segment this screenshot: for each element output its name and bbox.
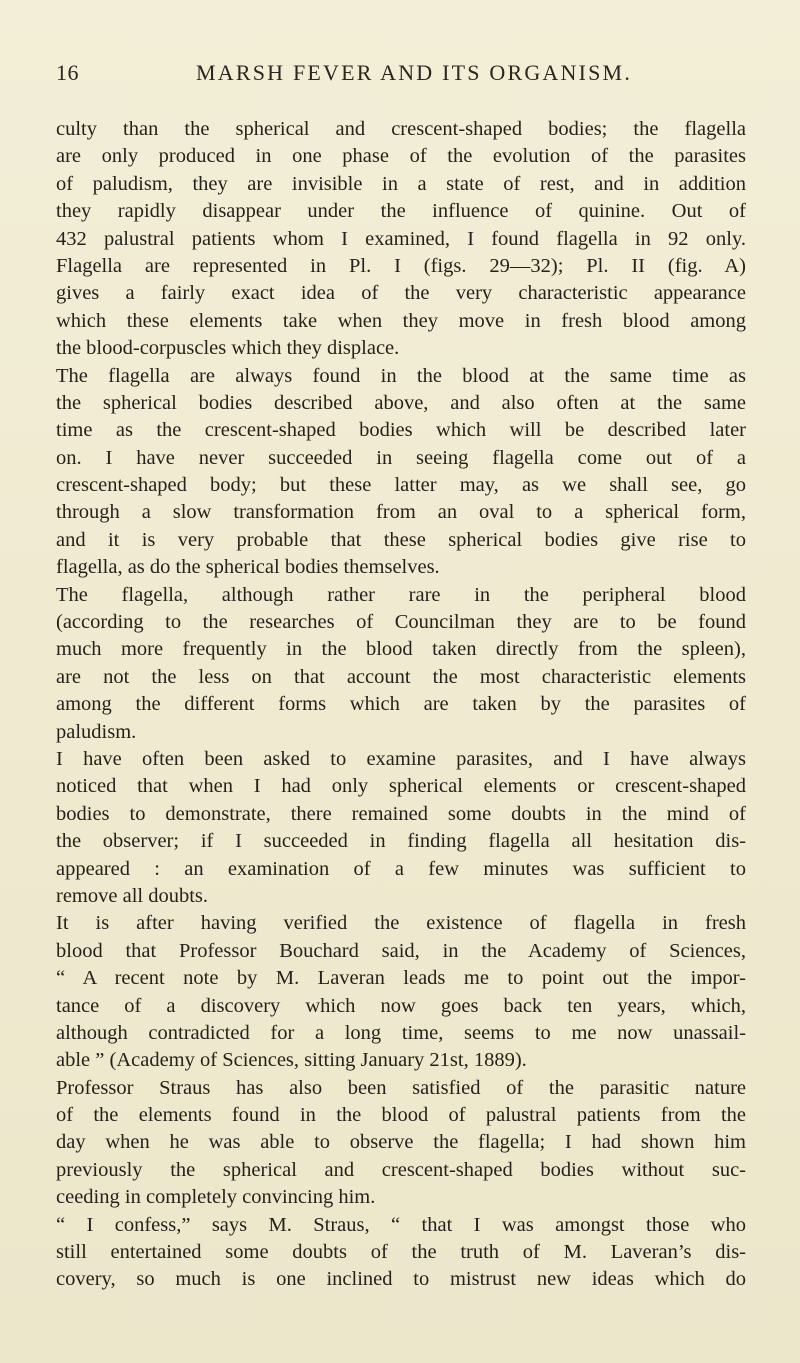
text-line: gives a fairly exact idea of the very characteristic appearance — [56, 282, 746, 305]
text-line: able ” (Academy of Sciences, sitting January 21st, 1889). — [56, 1049, 527, 1072]
text-line: culty than the spherical and crescent-shaped bodies; the flagella — [56, 118, 746, 140]
text-line: of the elements found in the blood of palustral patients from the — [56, 1104, 746, 1127]
text-line: The flagella, although rather rare in the peripheral blood — [56, 583, 746, 606]
text-line: still entertained some doubts of the truth of M. Laveran’s dis- — [56, 1241, 746, 1264]
text-line: I have often been asked to examine parasites, and I have always — [56, 747, 746, 770]
text-line: they rapidly disappear under the influence of quinine. Out of — [56, 200, 746, 223]
page-number: 16 — [56, 60, 79, 85]
text-line: remove all doubts. — [56, 884, 209, 907]
text-line: bodies to demonstrate, there remained some doubts in the mind of — [56, 802, 746, 825]
text-line: “ I confess,” says M. Straus, “ that I was amongst those who — [56, 1213, 746, 1236]
page-header — [56, 60, 800, 88]
text-line: the observer; if I succeeded in finding flagella all hesitation dis- — [56, 830, 746, 853]
text-line: (according to the researches of Councilman they are to be found — [56, 611, 746, 634]
text-line: day when he was able to observe the flagella; I had shown him — [56, 1131, 746, 1154]
text-line: Professor Straus has also been satisfied of the parasitic nature — [56, 1076, 746, 1099]
text-line: although contradicted for a long time, seems to me now unassail- — [56, 1021, 746, 1044]
text-line: the spherical bodies described above, and also often at the same — [56, 391, 746, 414]
text-line: through a slow transformation from an oval to a spherical form, — [56, 501, 746, 524]
text-line: blood that Professor Bouchard said, in the Academy of Sciences, — [56, 939, 746, 962]
text-line: tance of a discovery which now goes back ten years, which, — [56, 994, 746, 1017]
text-line: covery, so much is one inclined to mistrust new ideas which do — [56, 1268, 746, 1291]
text-line: previously the spherical and crescent-shaped bodies without suc- — [56, 1158, 746, 1181]
text-line: appeared : an examination of a few minutes was sufficient to — [56, 857, 746, 880]
body-text — [56, 116, 746, 1294]
text-line: are only produced in one phase of the evolution of the parasites — [56, 145, 746, 168]
text-line: “ A recent note by M. Laveran leads me to point out the impor- — [56, 967, 746, 990]
text-line: the blood-corpuscles which they displace. — [56, 337, 400, 360]
text-line: The flagella are always found in the blood at the same time as — [56, 364, 746, 387]
text-line: paludism. — [56, 720, 137, 743]
text-line: are not the less on that account the most characteristic elements — [56, 665, 746, 688]
text-line: on. I have never succeeded in seeing flagella come out of a — [56, 446, 746, 469]
text-line: much more frequently in the blood taken directly from the spleen), — [56, 638, 746, 661]
text-line: 432 palustral patients whom I examined, I found flagella in 92 only. — [56, 227, 746, 250]
text-line: noticed that when I had only spherical elements or crescent-shaped — [56, 775, 746, 798]
text-line: Flagella are represented in Pl. I (figs. 29—32); Pl. II (fig. A) — [56, 254, 746, 277]
text-line: and it is very probable that these spherical bodies give rise to — [56, 528, 746, 551]
text-line: time as the crescent-shaped bodies which will be described later — [56, 419, 746, 442]
text-line: It is after having verified the existence of flagella in fresh — [56, 912, 746, 935]
text-line: of paludism, they are invisible in a state of rest, and in addition — [56, 172, 746, 195]
text-line: flagella, as do the spherical bodies themselves. — [56, 556, 440, 579]
text-line: ceeding in completely convincing him. — [56, 1186, 376, 1209]
text-line: which these elements take when they move in fresh blood among — [56, 309, 746, 332]
text-line: crescent-shaped body; but these latter may, as we shall see, go — [56, 474, 746, 497]
running-head: MARSH FEVER AND ITS ORGANISM. — [196, 60, 633, 85]
text-line: among the different forms which are taken by the parasites of — [56, 693, 746, 716]
